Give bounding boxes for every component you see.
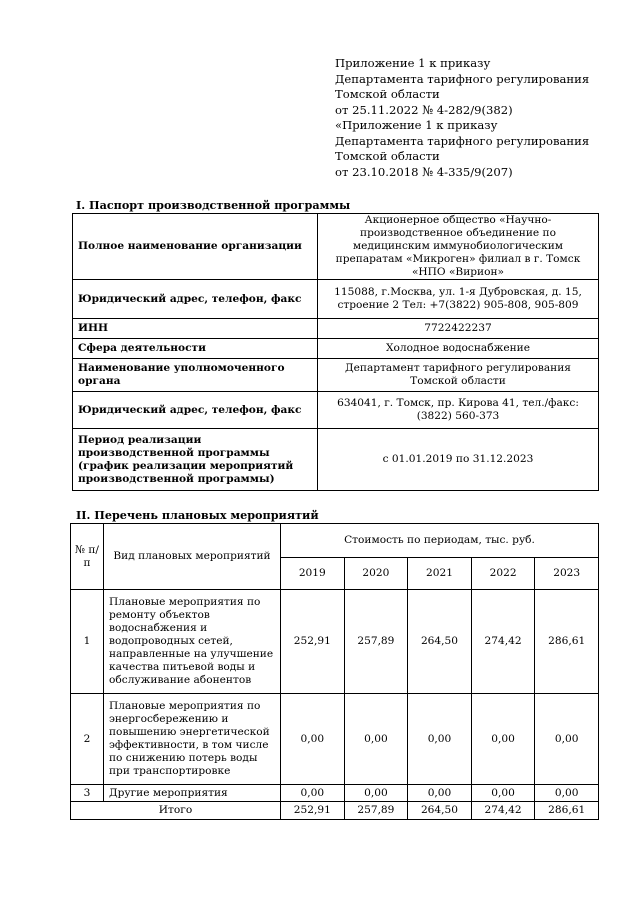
header-line: «Приложение 1 к приказу [335, 118, 498, 132]
table-row [73, 339, 599, 359]
table-row [73, 392, 599, 429]
total-value: 252,91 [281, 802, 345, 820]
col-header-year: 2022 [471, 558, 535, 590]
row-value: Департамент тарифного регулирования Томской области [318, 359, 599, 392]
col-header-name: Вид плановых мероприятий [104, 524, 281, 590]
row-value: 257,89 [344, 590, 408, 694]
row-num: 2 [71, 694, 104, 785]
row-value: 0,00 [344, 694, 408, 785]
header-line: от 23.10.2018 № 4-335/9(207) [335, 164, 513, 179]
total-value: 274,42 [471, 802, 535, 820]
total-value: 264,50 [408, 802, 472, 820]
row-label: Юридический адрес, телефон, факс [73, 280, 318, 319]
row-label: Наименование уполномоченного органа [73, 359, 318, 392]
table-row [73, 359, 599, 392]
header-line: Томской области [335, 149, 440, 163]
row-value: 634041, г. Томск, пр. Кирова 41, тел./факс: (3822) 560-373 [318, 392, 599, 429]
row-value: 286,61 [535, 590, 599, 694]
header-line: Приложение 1 к приказу [335, 56, 491, 70]
row-value: 0,00 [408, 785, 472, 802]
row-num: 3 [71, 785, 104, 802]
col-header-year: 2023 [535, 558, 599, 590]
plan-table [70, 523, 599, 820]
row-value: Акционерное общество «Научно-производственное объединение по медицинским иммунобиологическим препаратам «Микроген» филиал в г. Томск «НПО «Вирион» [318, 214, 599, 280]
section2-title: II. Перечень плановых мероприятий [76, 508, 319, 522]
table-row [71, 785, 599, 802]
row-label: ИНН [73, 319, 318, 339]
header-line: от 25.11.2022 № 4-282/9(382) [335, 102, 513, 117]
section1-title: I. Паспорт производственной программы [76, 198, 351, 212]
col-header-year: 2019 [281, 558, 345, 590]
order-header [335, 56, 589, 180]
total-label: Итого [71, 802, 281, 820]
passport-table [72, 213, 599, 491]
row-name: Плановые мероприятия по ремонту объектов водоснабжения и водопроводных сетей, направленные на улучшение качества питьевой воды и обслуживание абонентов [104, 590, 281, 694]
row-name: Плановые мероприятия по энергосбережению и повышению энергетической эффективности, в том числе по снижению потерь воды при транспортировке [104, 694, 281, 785]
row-label: Юридический адрес, телефон, факс [73, 392, 318, 429]
row-value: 0,00 [344, 785, 408, 802]
total-value: 257,89 [344, 802, 408, 820]
table-row [73, 429, 599, 491]
row-label: Сфера деятельности [73, 339, 318, 359]
col-header-num: № п/п [71, 524, 104, 590]
row-value: 0,00 [471, 694, 535, 785]
header-line: Департамента тарифного регулирования [335, 133, 590, 148]
row-value: 0,00 [281, 785, 345, 802]
table-total-row [71, 802, 599, 820]
total-value: 286,61 [535, 802, 599, 820]
row-value: 252,91 [281, 590, 345, 694]
header-line: Департамента тарифного регулирования [335, 71, 590, 86]
row-value: 0,00 [281, 694, 345, 785]
row-value: 0,00 [535, 785, 599, 802]
header-line: Томской области [335, 87, 440, 101]
col-header-year: 2020 [344, 558, 408, 590]
row-label: Полное наименование организации [73, 214, 318, 280]
row-value: 0,00 [408, 694, 472, 785]
row-value: с 01.01.2019 по 31.12.2023 [318, 429, 599, 491]
col-header-cost: Стоимость по периодам, тыс. руб. [281, 524, 599, 558]
row-num: 1 [71, 590, 104, 694]
row-name: Другие мероприятия [104, 785, 281, 802]
table-row [73, 280, 599, 319]
row-label: Период реализации производственной программы (график реализации мероприятий производственной программы) [73, 429, 318, 491]
table-row [73, 319, 599, 339]
row-value: 264,50 [408, 590, 472, 694]
table-row [73, 214, 599, 280]
col-header-year: 2021 [408, 558, 472, 590]
row-value: 7722422237 [318, 319, 599, 339]
row-value: 0,00 [535, 694, 599, 785]
table-row [71, 694, 599, 785]
row-value: 115088, г.Москва, ул. 1-я Дубровская, д. 15, строение 2 Тел: +7(3822) 905-808, 905-809 [318, 280, 599, 319]
row-value: 274,42 [471, 590, 535, 694]
row-value: Холодное водоснабжение [318, 339, 599, 359]
table-row [71, 590, 599, 694]
row-value: 0,00 [471, 785, 535, 802]
table-header-row [71, 524, 599, 558]
